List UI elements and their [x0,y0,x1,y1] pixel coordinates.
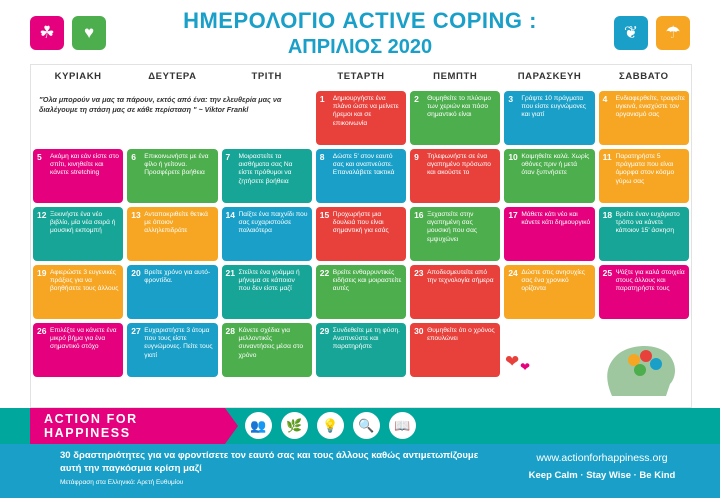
heart-icon: ♥ [83,23,95,42]
day-number: 13 [131,210,141,220]
calendar-week [31,321,691,379]
calendar-day-22[interactable] [316,265,406,319]
calendar-grid [31,89,691,379]
day-of-week-5: ΠΑΡΑΣΚΕΥΗ [517,71,582,82]
day-activity-text: Ανταποκριθείτε θετικά με όποιον αλληλεπιδράτε [144,211,208,235]
calendar-cell [408,321,502,379]
calendar-day-4[interactable] [599,91,689,145]
calendar-day-19[interactable] [33,265,123,319]
day-number: 26 [37,326,47,336]
day-number: 4 [602,94,608,104]
calendar-week [31,205,691,263]
day-number: 17 [508,210,518,220]
calendar-cell [31,321,125,379]
footer-tagline-text: 30 δραστηριότητες για να φροντίσετε τον εαυτό σας και τους άλλους καθώς αντιμετωπίζουμε αυτή την παγκόσμια κρίση μαζί [60,450,479,474]
calendar-cell [314,147,408,205]
umbrella-icon: ☂ [665,23,681,42]
calendar-day-28[interactable] [222,323,312,377]
calendar-cell [125,147,219,205]
day-number: 2 [414,94,419,104]
page-title: ΗΜΕΡΟΛΟΓΙΟ ACTIVE COPING : [183,8,537,33]
day-of-week-4: ΠΕΜΠΤΗ [433,71,478,82]
calendar-cell [597,263,691,321]
calendar-day-15[interactable] [316,207,406,261]
day-number: 18 [602,210,613,220]
header [0,0,720,62]
day-activity-text: Τηλεφωνήστε σε ένα αγαπημένο πρόσωπο και ακούστε το [427,153,491,177]
day-number: 16 [414,210,424,220]
day-number: 24 [508,268,518,278]
day-activity-text: Ξεκινήστε ένα νέο βιβλίο, μία νέα σειρά ή μουσική εκπομπή [50,211,116,235]
calendar-cell [125,263,219,321]
small-heart-art-icon: ❤ [520,360,531,374]
calendar-day-10[interactable] [504,149,594,203]
day-activity-text: Προχωρήστε μια δουλειά που είναι σημαντική για εσάς [332,211,389,235]
day-activity-text: Αποδεσμευτείτε από την τεχνολογία σήμερα [427,269,494,285]
day-number: 3 [508,94,514,104]
calendar-day-11[interactable] [599,149,689,203]
calendar [30,64,692,408]
day-number: 7 [225,152,231,162]
day-activity-text: Παίξτε ένα παιχνίδι που σας ευχαριστούσε παλαιότερα [238,211,308,235]
leaf-icon: 🌿 [281,412,308,439]
day-activity-text: Μάθετε κάτι νέο και κάνετε κάτι δημιουργικό [521,211,591,227]
brand-banner [30,408,225,444]
calendar-day-16[interactable] [410,207,500,261]
calendar-day-17[interactable] [504,207,594,261]
day-activity-text: Δημιουργήστε ένα πλάνο ώστε να μείνετε ήρεμοι και σε επικοινωνία [332,95,399,127]
calendar-cell [408,263,502,321]
day-of-week-2: ΤΡΙΤΗ [251,71,282,82]
quote-block: "Όλα μπορούν να μας τα πάρουν, εκτός από ένα: την ελευθερία μας να διαλέγουμε τη στάση μας σε κάθε περίσταση " ~ Viktor Frankl [39,95,282,114]
calendar-cell [597,205,691,263]
calendar-day-6[interactable] [127,149,217,203]
day-number: 12 [37,210,47,220]
day-number: 27 [131,326,141,336]
calendar-day-20[interactable] [127,265,217,319]
day-activity-text: Δώστε στις ανησυχίες σας ένα χρονικό ορίζοντα [521,269,585,293]
day-number: 15 [319,210,330,220]
calendar-cell [408,205,502,263]
calendar-day-5[interactable] [33,149,123,203]
calendar-cell [220,147,314,205]
calendar-cell [502,147,596,205]
day-of-week-1: ΔΕΥΤΕΡΑ [148,71,197,82]
day-of-week-header [31,65,691,89]
day-activity-text: Μοιραστείτε τα αισθήματα σας Να είστε πρόθυμοι να ζητήσετε βοήθεια [238,153,293,185]
day-number: 10 [508,152,518,162]
footer-credit: Μετάφραση στα Ελληνικά: Αρετή Ευθυμίου [60,478,184,486]
dove-icon: ❦ [623,23,639,42]
calendar-day-21[interactable] [222,265,312,319]
footer-url[interactable]: www.actionforhappiness.org [536,452,668,464]
calendar-cell [408,147,502,205]
footer-icon-row [245,412,416,439]
day-activity-text: Ακόμη και εάν είστε στο σπίτι, κινηθείτε και κάνετε stretching [50,153,119,177]
day-number: 1 [319,94,325,104]
day-activity-text: Θυμηθείτε ότι ο χρόνος επουλώνει [427,327,495,343]
calendar-day-1[interactable] [316,91,406,145]
calendar-cell [597,89,691,147]
hand-heart-icon: ☘ [39,23,55,42]
day-number: 30 [414,326,424,336]
calendar-cell [220,205,314,263]
magnifier-icon: 🔍 [353,412,380,439]
day-number: 21 [225,268,235,278]
day-of-week-3: ΤΕΤΑΡΤΗ [337,71,385,82]
calendar-cell [125,321,219,379]
head-brain-art-icon [600,338,680,398]
day-number: 8 [319,152,325,162]
day-activity-text: Στείλτε ένα γράμμα ή μήνυμα σε κάποιον που δεν είστε μαζί [238,269,300,293]
day-number: 28 [225,326,235,336]
heart-art-icon: ❤ [505,352,520,371]
calendar-cell [597,147,691,205]
calendar-day-30[interactable] [410,323,500,377]
calendar-week [31,263,691,321]
calendar-day-13[interactable] [127,207,217,261]
day-activity-text: Επικοινωνήστε με ένα φίλο ή γείτονα. Προσφέρετε βοήθεια [144,153,209,177]
day-activity-text: Θυμηθείτε το πλύσιμο των χεριών και πόσο σημαντικό είναι [427,95,492,119]
page-subtitle: ΑΠΡΙΛΙΟΣ 2020 [287,36,433,58]
calendar-cell [314,205,408,263]
day-activity-text: Ευχαριστήστε 3 άτομα που τους είστε ευγνώμονες. Πείτε τους γιατί [144,327,213,359]
calendar-cell [314,321,408,379]
day-number: 9 [414,152,419,162]
calendar-cell [408,89,502,147]
day-activity-text: Ξεχαστείτε στην αγαπημένη σας μουσική που σας εμψυχώνει [427,211,478,243]
calendar-cell [502,205,596,263]
day-number: 6 [131,152,136,162]
day-activity-text: Βρείτε χρόνο για αυτό-φροντίδα. [144,269,211,285]
calendar-day-18[interactable] [599,207,689,261]
footer-tagline [60,450,480,487]
day-activity-text: Γράψτε 10 πράγματα που είστε ευγνώμονες και γιατί [521,95,586,119]
calendar-day-24[interactable] [504,265,594,319]
calendar-cell [314,263,408,321]
day-number: 5 [37,152,42,162]
day-number: 29 [319,326,330,336]
day-number: 14 [225,210,235,220]
day-activity-text: Παρατηρήστε 5 πράγματα που είναι όμορφα στον κόσμο γύρω σας [615,153,675,185]
calendar-cell [31,205,125,263]
calendar-day-14[interactable] [222,207,312,261]
people-icon: 👥 [245,412,272,439]
day-activity-text: Κάνετε σχέδια για μελλοντικές συναντήσεις μέσα στο χρόνο [238,327,304,359]
calendar-week [31,89,691,147]
day-activity-text: Βρείτε ενθαρρυντικές ειδήσεις και μοιραστείτε αυτές [332,269,402,293]
day-number: 19 [37,268,47,278]
day-activity-text: Συνδεθείτε με τη φύση. Αναπνεύστε και παρατηρήστε [332,327,400,351]
calendar-cell [502,263,596,321]
day-of-week-6: ΣΑΒΒΑΤΟ [619,71,669,82]
day-activity-text: Αφιερώστε 3 ευγενικές πράξεις για να βοηθήσετε τους άλλους [50,269,119,293]
calendar-day-2[interactable] [410,91,500,145]
day-activity-text: Ενδιαφερθείτε, τραφείτε υγιεινά, ενισχύστε τον οργανισμό σας [615,95,685,119]
day-activity-text: Κοιμηθείτε καλά. Χωρίς οθόνες πριν ή μετά όταν ξυπνήσετε [521,153,590,177]
calendar-week [31,147,691,205]
footer [0,408,720,498]
day-number: 20 [131,268,141,278]
day-number: 22 [319,268,330,278]
calendar-cell [220,321,314,379]
day-of-week-0: ΚΥΡΙΑΚΗ [54,71,102,82]
calendar-day-9[interactable] [410,149,500,203]
lightbulb-icon: 💡 [317,412,344,439]
day-activity-text: Βρείτε έναν ευχάριστο τρόπο να κάνετε κάποιον 15' άσκηση [615,211,680,235]
day-activity-text: Δώστε 5' στον εαυτό σας και αναπνεύστε. Επαναλάβετε τακτικά [332,153,395,177]
footer-slogan: Keep Calm · Stay Wise · Be Kind [528,470,676,481]
calendar-day-8[interactable] [316,149,406,203]
calendar-day-26[interactable] [33,323,123,377]
calendar-day-25[interactable] [599,265,689,319]
calendar-day-29[interactable] [316,323,406,377]
calendar-cell [220,263,314,321]
day-number: 25 [602,268,613,278]
day-activity-text: Επιλέξτε να κάνετε ένα μικρό βήμα για ένα σημαντικό στόχο [50,327,117,351]
day-number: 11 [602,152,612,162]
calendar-day-12[interactable] [33,207,123,261]
book-icon: 📖 [389,412,416,439]
calendar-cell [314,89,408,147]
calendar-day-27[interactable] [127,323,217,377]
calendar-day-3[interactable] [504,91,594,145]
calendar-cell [31,147,125,205]
calendar-day-23[interactable] [410,265,500,319]
calendar-cell [31,263,125,321]
calendar-cell [125,205,219,263]
quote-cell [31,89,314,147]
day-activity-text: Ψάξτε για καλά στοιχεία στους άλλους και παρατηρήστε τους [615,269,685,293]
calendar-day-7[interactable] [222,149,312,203]
day-number: 23 [414,268,424,278]
brand-label: ACTION FOR HAPPINESS [44,412,138,440]
calendar-cell [502,89,596,147]
